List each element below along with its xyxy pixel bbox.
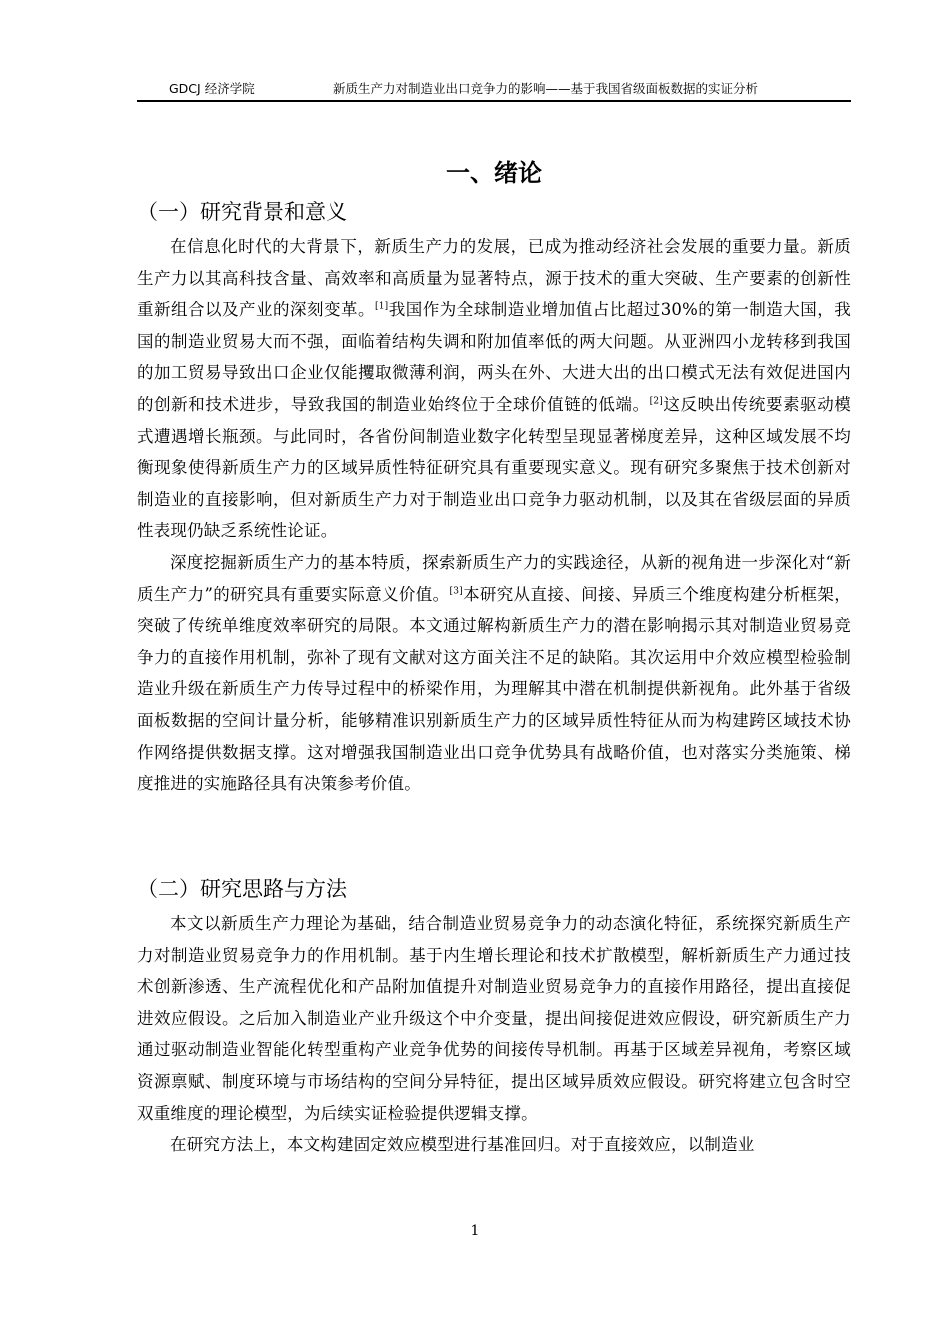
section-body-background [137, 231, 851, 800]
citation-ref: [3] [449, 586, 463, 597]
citation-ref: [2] [649, 396, 664, 407]
paragraph-text: 这反映出传统要素驱动模式遭遇增长瓶颈。与此同时，各省份间制造业数字化转型呈现显著梯度差异，这种区域发展不均衡现象使得新质生产力的区域异质性特征研究具有重要现实意义。现有研究多聚焦于技术创新对制造业的直接影响，但对新质生产力对于制造业出口竞争力驱动机制，以及其在省级层面的异质性表现仍缺乏系统性论证。 [137, 394, 852, 541]
section-title-background: （一）研究背景和意义 [137, 200, 347, 224]
paragraph [137, 1129, 851, 1161]
page-number: 1 [470, 1223, 480, 1239]
paragraph [137, 908, 851, 1129]
paragraph-text: 我国作为全球制造业增加值占比超过30%的第一制造大国，我国的制造业贸易大而不强，面临着结构失调和附加值率低的两大问题。从亚洲四小龙转移到我国的加工贸易导致出口企业仅能攫取微薄利润，两头在外、大进大出的出口模式无法有效促进国内的创新和技术进步，导致我国的制造业始终位于全球价值链的低端。 [137, 300, 851, 414]
page-header [137, 78, 851, 102]
paragraph-text: 本文以新质生产力理论为基础，结合制造业贸易竞争力的动态演化特征，系统探究新质生产力对制造业贸易竞争力的作用机制。基于内生增长理论和技术扩散模型，解析新质生产力通过技术创新渗透、生产流程优化和产品附加值提升对制造业贸易竞争力的直接作用路径，提出直接促进效应假设。之后加入制造业产业升级这个中介变量，提出间接促进效应假设，研究新质生产力通过驱动制造业智能化转型重构产业竞争优势的间接传导机制。再基于区域差异视角，考察区域资源禀赋、制度环境与市场结构的空间分异特征，提出区域异质效应假设。研究将建立包含时空双重维度的理论模型，为后续实证检验提供逻辑支撑。 [137, 914, 851, 1123]
section-title-methods: （二）研究思路与方法 [137, 877, 347, 901]
section-body-methods [137, 908, 851, 1161]
paragraph [137, 231, 851, 547]
citation-ref: [1] [375, 301, 389, 312]
header-institution: GDCJ 经济学院 [169, 81, 255, 96]
paragraph-text: 在信息化时代的大背景下，新质生产力的发展，已成为推动经济社会发展的重要力量。新质生产力以其高科技含量、高效率和高质量为显著特点，源于技术的重大突破、生产要素的创新性重新组合以及产业的深刻变革。 [137, 237, 851, 320]
paragraph [137, 547, 851, 800]
header-paper-title: 新质生产力对制造业出口竞争力的影响——基于我国省级面板数据的实证分析 [333, 81, 759, 96]
paragraph-text: 深度挖掘新质生产力的基本特质，探索新质生产力的实践途径，从新的视角进一步深化对“新质生产力”的研究具有重要实际意义价值。 [137, 552, 851, 604]
paragraph-text: 在研究方法上，本文构建固定效应模型进行基准回归。对于直接效应，以制造业 [170, 1135, 755, 1155]
paragraph-text: 本研究从直接、间接、异质三个维度构建分析框架，突破了传统单维度效率研究的局限。本文通过解构新质生产力的潜在影响揭示其对制造业贸易竞争力的直接作用机制，弥补了现有文献对这方面关注不足的缺陷。其次运用中介效应模型检验制造业升级在新质生产力传导过程中的桥梁作用，为理解其中潜在机制提供新视角。此外基于省级面板数据的空间计量分析，能够精准识别新质生产力的区域异质性特征从而为构建跨区域技术协作网络提供数据支撑。这对增强我国制造业出口竞争优势具有战略价值，也对落实分类施策、梯度推进的实施路径具有决策参考价值。 [137, 584, 851, 794]
chapter-title: 一、绪论 [446, 159, 542, 187]
